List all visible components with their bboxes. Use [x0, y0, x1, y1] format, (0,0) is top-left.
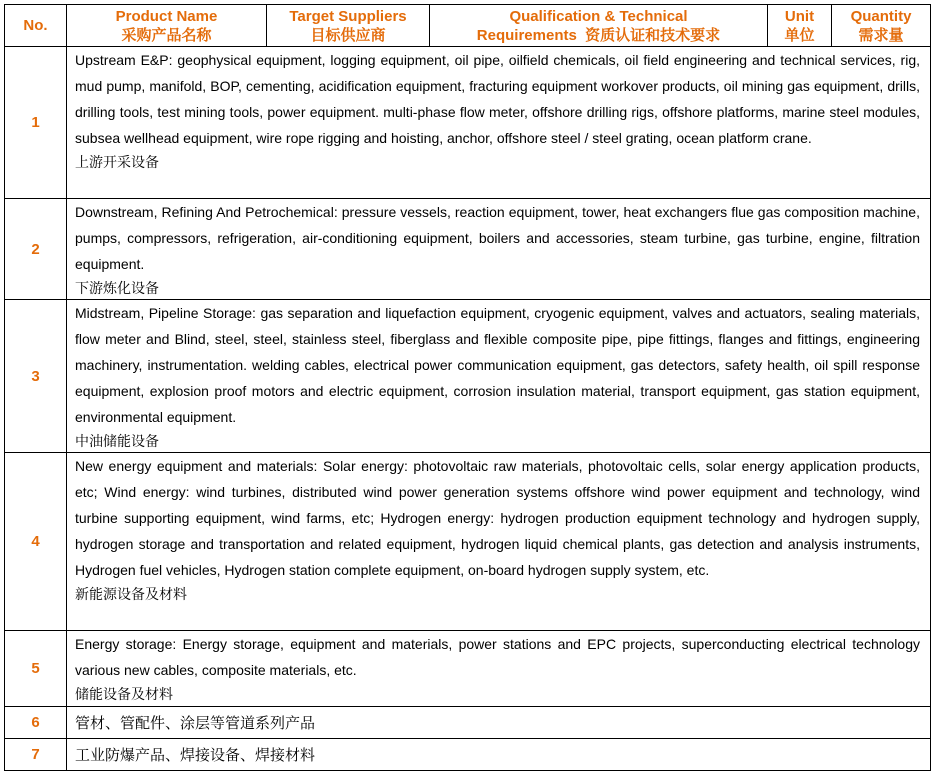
row-content-cn: 下游炼化设备	[75, 280, 159, 296]
row-content-cn: 新能源设备及材料	[75, 586, 187, 602]
header-qualification-en2: Requirements	[476, 26, 577, 44]
table-row	[5, 47, 931, 199]
header-target-suppliers	[267, 5, 430, 47]
row-content	[67, 300, 931, 453]
row-content-en: Downstream, Refining And Petrochemical: pressure vessels, reaction equipment, tower, heat exchangers flue gas composition machine, pumps, compressors, refrigeration, air-conditioning equipment, boilers and accessories, steam turbine, gas turbine, engine, filtration equipment.	[75, 204, 920, 272]
header-quantity	[832, 5, 931, 47]
header-qualification-en: Qualification & Technical	[509, 7, 688, 25]
row-number: 4	[5, 453, 67, 631]
table-row	[5, 300, 931, 453]
row-number: 5	[5, 631, 67, 707]
table-row	[5, 739, 931, 771]
header-product-name-cn: 采购产品名称	[121, 26, 212, 44]
header-quantity-cn: 需求量	[858, 26, 904, 44]
header-product-name-en: Product Name	[115, 7, 218, 25]
row-content-en: Upstream E&P: geophysical equipment, logging equipment, oil pipe, oilfield chemicals, oil field engineering and technical services, rig, mud pump, manifold, BOP, cementing, acidification equipment, fracturing equipment workover products, oil mining gas equipment, drills, drilling tools, test mining tools, power equipment. multi-phase flow meter, offshore drilling rigs, offshore platforms, marine steel modules, subsea wellhead equipment, wire rope rigging and hoisting, anchor, offshore steel / steel grating, ocean platform crane.	[75, 52, 920, 146]
row-content	[67, 453, 931, 631]
row-number: 6	[5, 707, 67, 739]
row-content-en: Midstream, Pipeline Storage: gas separation and liquefaction equipment, cryogenic equipment, valves and actuators, sealing materials, flow meter and Blind, steel, steel, stainless steel, fiberglass and flexible composite pipe, pipe fittings, flanges and fittings, engineering machinery, instrumentation. welding cables, electrical power communication equipment, gas detectors, safety health, oil spill response equipment, explosion proof motors and electric equipment, corrosion insulation material, transport equipment, gas station equipment, environmental equipment.	[75, 305, 920, 425]
row-content-cn: 工业防爆产品、焊接设备、焊接材料	[67, 739, 931, 771]
row-content-cn: 上游开采设备	[75, 154, 159, 170]
row-number: 7	[5, 739, 67, 771]
header-qualification-cn: 资质认证和技术要求	[585, 26, 721, 44]
procurement-table	[4, 4, 931, 771]
header-unit	[768, 5, 832, 47]
row-content-en: Energy storage: Energy storage, equipment and materials, power stations and EPC projects, superconducting electrical technology various new cables, composite materials, etc.	[75, 636, 920, 678]
row-content-en: New energy equipment and materials: Solar energy: photovoltaic raw materials, photovoltaic cells, solar energy application products, etc; Wind energy: wind turbines, distributed wind power generation systems offshore wind power equipment and technology, wind turbine supporting equipment, wind farms, etc; Hydrogen energy: hydrogen production equipment technology and hydrogen supply, hydrogen storage and transportation and related equipment, hydrogen liquid chemical plants, gas detection and analysis instruments, Hydrogen fuel vehicles, Hydrogen station complete equipment, on-board hydrogen supply system, etc.	[75, 458, 920, 578]
row-number: 3	[5, 300, 67, 453]
table-row	[5, 707, 931, 739]
header-unit-en: Unit	[784, 7, 815, 25]
row-number: 1	[5, 47, 67, 199]
header-no: No.	[5, 5, 67, 47]
row-number: 2	[5, 199, 67, 300]
header-row	[5, 5, 931, 47]
table-row	[5, 631, 931, 707]
table-row	[5, 453, 931, 631]
row-content	[67, 199, 931, 300]
row-content-cn: 储能设备及材料	[75, 686, 173, 702]
row-content-cn: 中油储能设备	[75, 433, 159, 449]
row-content	[67, 47, 931, 199]
row-content	[67, 631, 931, 707]
header-unit-cn: 单位	[784, 26, 815, 44]
row-content-cn: 管材、管配件、涂层等管道系列产品	[67, 707, 931, 739]
header-quantity-en: Quantity	[850, 7, 912, 25]
table-row	[5, 199, 931, 300]
header-target-suppliers-en: Target Suppliers	[289, 7, 407, 25]
header-qualification	[430, 5, 768, 47]
header-product-name	[67, 5, 267, 47]
header-target-suppliers-cn: 目标供应商	[310, 26, 386, 44]
